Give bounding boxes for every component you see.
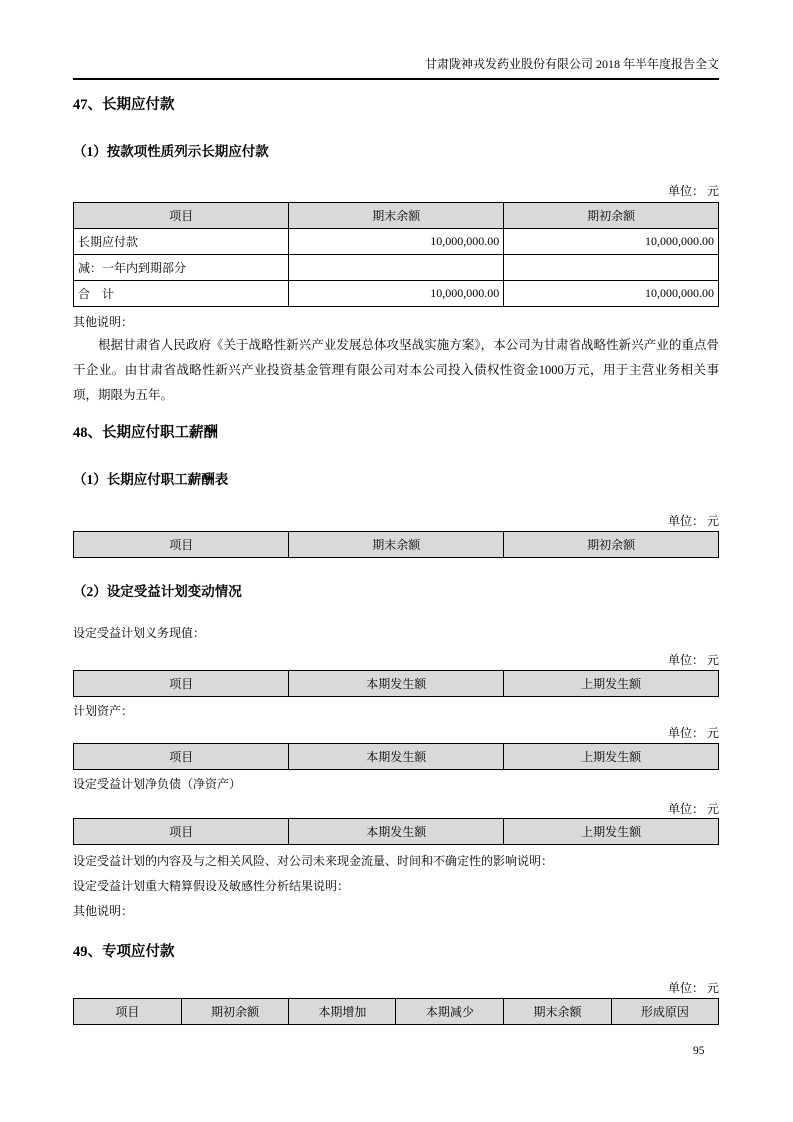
col-header-opening-balance: 期初余额 (504, 532, 719, 558)
page-header: 甘肃陇神戎发药业股份有限公司 2018 年半年度报告全文 (73, 0, 719, 80)
col-header-current-period: 本期发生额 (289, 744, 504, 770)
col-header-formation-reason: 形成原因 (611, 999, 718, 1025)
table-header-row (74, 744, 719, 770)
col-header-prior-period: 上期发生额 (504, 744, 719, 770)
col-header-closing-balance: 期末余额 (504, 999, 612, 1025)
unit-label: 单位： 元 (667, 184, 719, 198)
cell-item: 合 计 (74, 281, 289, 307)
cell-opening-balance (504, 255, 719, 281)
col-header-current-period: 本期发生额 (289, 819, 504, 845)
plan-assets-label: 计划资产： (73, 704, 134, 718)
cell-closing-balance (289, 255, 504, 281)
col-header-item: 项目 (74, 819, 289, 845)
net-liability-table (73, 818, 719, 845)
col-header-prior-period: 上期发生额 (504, 671, 719, 697)
col-header-decrease: 本期减少 (396, 999, 504, 1025)
section-48-title: 48、长期应付职工薪酬 (73, 425, 218, 441)
col-header-item: 项目 (74, 203, 289, 229)
page-number: 95 (693, 1045, 705, 1057)
table-row (74, 229, 719, 255)
note-paragraph: 根据甘肃省人民政府《关于战略性新兴产业发展总体攻坚战实施方案》，本公司为甘肃省战略性新兴产业的重点骨干企业。由甘肃省战略性新兴产业投资基金管理有限公司对本公司投入债权性资金1000万元，用于主营业务相关事项，期限为五年。 (73, 338, 719, 402)
special-payables-table (73, 998, 719, 1025)
unit-label: 单位： 元 (667, 514, 719, 528)
long-term-payables-table (73, 202, 719, 307)
unit-label: 单位： 元 (667, 726, 719, 740)
risk-impact-note: 设定受益计划的内容及与之相关风险、对公司未来现金流量、时间和不确定性的影响说明： (73, 854, 554, 868)
unit-label: 单位： 元 (667, 802, 719, 816)
col-header-opening-balance: 期初余额 (504, 203, 719, 229)
cell-item: 减：一年内到期部分 (74, 255, 289, 281)
cell-closing-balance: 10,000,000.00 (289, 281, 504, 307)
other-notes-label: 其他说明： (73, 904, 134, 918)
col-header-prior-period: 上期发生额 (504, 819, 719, 845)
col-header-opening-balance: 期初余额 (181, 999, 289, 1025)
section-48-sub2-title: （2）设定受益计划变动情况 (73, 584, 242, 599)
long-term-salary-table (73, 531, 719, 558)
section-49-title: 49、专项应付款 (73, 944, 175, 960)
obligation-label: 设定受益计划义务现值： (73, 626, 206, 640)
other-notes-label: 其他说明： (73, 315, 134, 329)
col-header-closing-balance: 期末余额 (289, 532, 504, 558)
cell-opening-balance: 10,000,000.00 (504, 229, 719, 255)
section-47-sub1-title: （1）按款项性质列示长期应付款 (73, 144, 269, 159)
table-header-row (74, 532, 719, 558)
col-header-item: 项目 (74, 744, 289, 770)
actuarial-assumption-note: 设定受益计划重大精算假设及敏感性分析结果说明： (73, 879, 350, 893)
col-header-item: 项目 (74, 671, 289, 697)
defined-benefit-obligation-table (73, 670, 719, 697)
cell-closing-balance: 10,000,000.00 (289, 229, 504, 255)
table-header-row (74, 203, 719, 229)
table-header-row (74, 819, 719, 845)
cell-opening-balance: 10,000,000.00 (504, 281, 719, 307)
table-row (74, 255, 719, 281)
col-header-current-period: 本期发生额 (289, 671, 504, 697)
unit-label: 单位： 元 (667, 981, 719, 995)
section-47-title: 47、长期应付款 (73, 97, 175, 113)
section-48-sub1-title: （1）长期应付职工薪酬表 (73, 472, 229, 487)
cell-item: 长期应付款 (74, 229, 289, 255)
table-row-total (74, 281, 719, 307)
col-header-closing-balance: 期末余额 (289, 203, 504, 229)
table-header-row (74, 999, 719, 1025)
unit-label: 单位： 元 (667, 653, 719, 667)
col-header-item: 项目 (74, 532, 289, 558)
net-liability-label: 设定受益计划净负债（净资产） (73, 777, 242, 791)
col-header-item: 项目 (74, 999, 182, 1025)
table-header-row (74, 671, 719, 697)
col-header-increase: 本期增加 (289, 999, 396, 1025)
plan-assets-table (73, 743, 719, 770)
